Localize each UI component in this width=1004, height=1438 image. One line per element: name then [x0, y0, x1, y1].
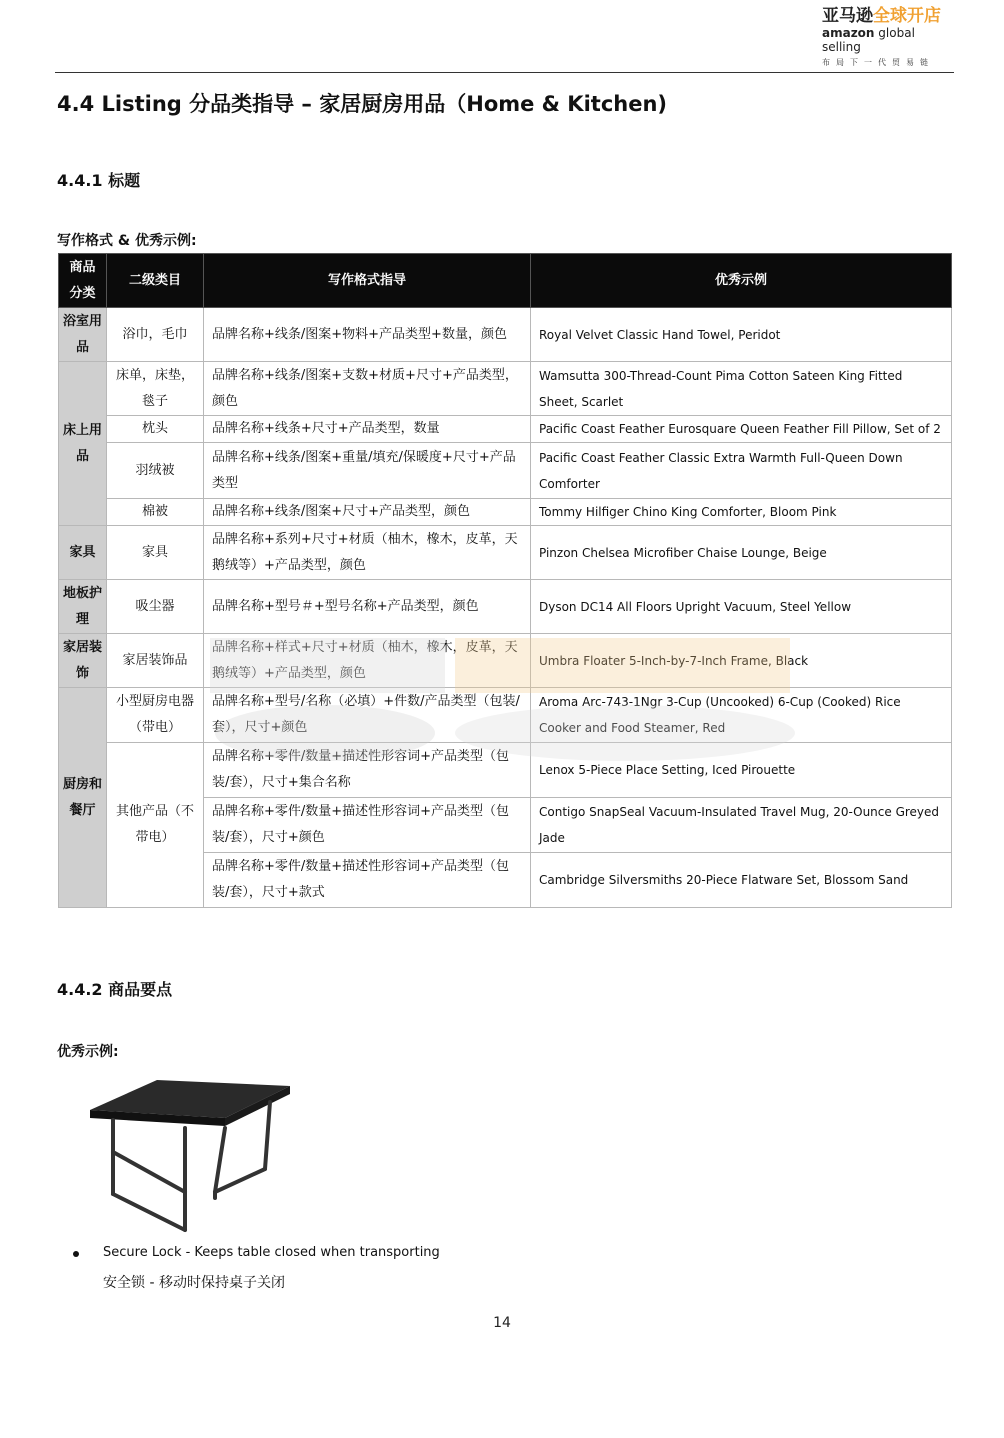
section-title: 4.4 Listing 分品类指导 – 家居厨房用品（Home & Kitchen)	[57, 92, 668, 116]
format-cell: 品牌名称+线条/图案+尺寸+产品类型，颜色	[204, 499, 531, 526]
example-cell: Wamsutta 300-Thread-Count Pima Cotton Sateen King Fitted Sheet, Scarlet	[531, 362, 952, 416]
header-format: 写作格式指导	[204, 254, 531, 308]
subcategory-cell: 家具	[107, 526, 204, 580]
category-cell: 地板护理	[59, 580, 107, 634]
header-subcategory: 二级类目	[107, 254, 204, 308]
subsection-title: 4.4.1 标题	[57, 171, 141, 190]
example-cell: Umbra Floater 5-Inch-by-7-Inch Frame, Black	[531, 634, 952, 688]
subcategory-cell: 浴巾，毛巾	[107, 308, 204, 362]
table-row	[59, 499, 952, 526]
table-row	[59, 688, 952, 743]
bullet-text-cn: 安全锁 - 移动时保持桌子关闭	[103, 1275, 285, 1291]
format-cell: 品牌名称+样式+尺寸+材质（柚木，橡木，皮革，天鹅绒等）+产品类型，颜色	[204, 634, 531, 688]
example-cell: Cambridge Silversmiths 20-Piece Flatware Set, Blossom Sand	[531, 853, 952, 908]
example-cell: Pinzon Chelsea Microfiber Chaise Lounge, Beige	[531, 526, 952, 580]
example-cell: Tommy Hilfiger Chino King Comforter, Bloom Pink	[531, 499, 952, 526]
table-row	[59, 362, 952, 416]
header-example: 优秀示例	[531, 254, 952, 308]
bullet-text-en: Secure Lock - Keeps table closed when transporting	[103, 1245, 440, 1260]
example-cell: Lenox 5-Piece Place Setting, Iced Pirouette	[531, 743, 952, 798]
header-category: 商品分类	[59, 254, 107, 308]
example-cell: Contigo SnapSeal Vacuum-Insulated Travel Mug, 20-Ounce Greyed Jade	[531, 798, 952, 853]
subcategory-cell: 家居装饰品	[107, 634, 204, 688]
format-cell: 品牌名称+线条/图案+物料+产品类型+数量，颜色	[204, 308, 531, 362]
subcategory-cell: 棉被	[107, 499, 204, 526]
subsection2-title: 4.4.2 商品要点	[57, 980, 173, 999]
format-cell: 品牌名称+线条+尺寸+产品类型，数量	[204, 416, 531, 443]
example-heading: 优秀示例:	[57, 1044, 119, 1060]
logo-en-rest: global selling	[822, 26, 915, 54]
category-cell: 家居装饰	[59, 634, 107, 688]
format-cell: 品牌名称+零件/数量+描述性形容词+产品类型（包装/套），尺寸+款式	[204, 853, 531, 908]
subcategory-cell: 枕头	[107, 416, 204, 443]
folding-table-image	[85, 1072, 295, 1237]
title-format-table	[58, 253, 952, 908]
example-cell: Dyson DC14 All Floors Upright Vacuum, Steel Yellow	[531, 580, 952, 634]
subcategory-cell: 床单，床垫，毯子	[107, 362, 204, 416]
logo-en-brand: amazon	[822, 26, 875, 40]
logo-cn-part2: 全球开店	[873, 6, 941, 26]
subcategory-cell: 羽绒被	[107, 443, 204, 499]
format-cell: 品牌名称+型号/名称（必填）+件数/产品类型（包装/套），尺寸+颜色	[204, 688, 531, 743]
header-divider	[55, 72, 954, 73]
bullet-icon	[73, 1251, 79, 1257]
category-cell: 家具	[59, 526, 107, 580]
subcategory-cell: 吸尘器	[107, 580, 204, 634]
format-cell: 品牌名称+零件/数量+描述性形容词+产品类型（包装/套），尺寸+颜色	[204, 798, 531, 853]
example-cell: Royal Velvet Classic Hand Towel, Peridot	[531, 308, 952, 362]
logo-tagline: 布局下一代贸易链	[822, 58, 934, 67]
format-heading: 写作格式 & 优秀示例:	[57, 233, 197, 249]
table-row	[59, 743, 952, 798]
format-cell: 品牌名称+线条/图案+支数+材质+尺寸+产品类型，颜色	[204, 362, 531, 416]
amazon-global-selling-logo	[822, 6, 946, 68]
category-cell: 床上用品	[59, 362, 107, 526]
table-row	[59, 526, 952, 580]
category-cell: 浴室用品	[59, 308, 107, 362]
example-cell: Aroma Arc-743-1Ngr 3-Cup (Uncooked) 6-Cup (Cooked) Rice Cooker and Food Steamer, Red	[531, 688, 952, 743]
page-number: 14	[493, 1315, 511, 1331]
table-row	[59, 416, 952, 443]
logo-en	[822, 26, 946, 54]
example-cell: Pacific Coast Feather Eurosquare Queen Feather Fill Pillow, Set of 2	[531, 416, 952, 443]
logo-cn-part1: 亚马逊	[822, 6, 873, 26]
table-row	[59, 443, 952, 499]
subcategory-cell: 其他产品（不带电）	[107, 743, 204, 908]
table-row	[59, 634, 952, 688]
table-row	[59, 580, 952, 634]
subcategory-cell: 小型厨房电器（带电）	[107, 688, 204, 743]
category-cell: 厨房和餐厅	[59, 688, 107, 908]
table-row	[59, 308, 952, 362]
format-cell: 品牌名称+零件/数量+描述性形容词+产品类型（包装/套），尺寸+集合名称	[204, 743, 531, 798]
format-cell: 品牌名称+线条/图案+重量/填充/保暖度+尺寸+产品类型	[204, 443, 531, 499]
format-cell: 品牌名称+系列+尺寸+材质（柚木，橡木，皮革，天鹅绒等）+产品类型，颜色	[204, 526, 531, 580]
table-header-row	[59, 254, 952, 308]
format-cell: 品牌名称+型号＃+型号名称+产品类型，颜色	[204, 580, 531, 634]
logo-cn	[822, 6, 946, 26]
example-cell: Pacific Coast Feather Classic Extra Warmth Full-Queen Down Comforter	[531, 443, 952, 499]
